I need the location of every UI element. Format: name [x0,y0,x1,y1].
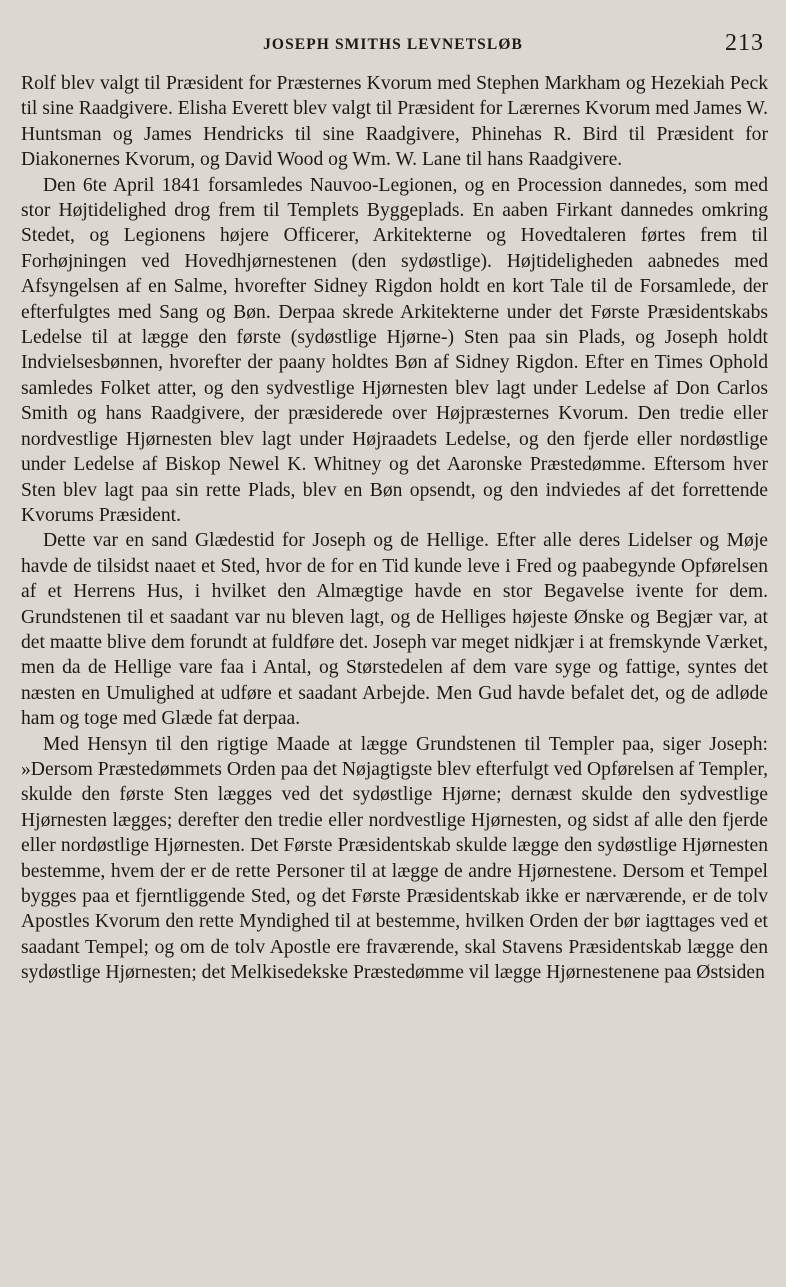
running-title: JOSEPH SMITHS LEVNETSLØB [263,36,523,53]
running-header [0,30,786,58]
paragraph: Den 6te April 1841 forsamledes Nauvoo-Legionen, og en Procession dannedes, som med stor Højtidelighed drog frem til Templets Byggeplads. En aaben Firkant dannedes omkring Stedet, og Legionens højere Officerer, Arkitekterne og Hovedtaleren førtes frem til Forhøjningen ved Hovedhjørnestenen (den sydøstlige). Højtideligheden aabnedes med Afsyngelsen af en Salme, hvorefter Sidney Rigdon holdt en kort Tale til de Forsamlede, der efterfulgtes med Sang og Bøn. Derpaa skrede Arkitekterne under det Første Præsidentskabs Ledelse til at lægge den første (sydøstlige Hjørne-) Sten paa sin Plads, og Joseph holdt Indvielsesbønnen, hvorefter der paany holdtes Bøn af Sidney Rigdon. Efter en Times Ophold samledes Folket atter, og den sydvestlige Hjørnesten blev lagt under Ledelse af Don Carlos Smith og hans Raadgivere, der præsiderede over Højpræsternes Kvorum. Den tredie eller nordvestlige Hjørnesten blev lagt under Højraadets Ledelse, og den fjerde eller nordøstlige under Ledelse af Biskop Newel K. Whitney og det Aaronske Præstedømme. Eftersom hver Sten blev lagt paa sin rette Plads, blev en Bøn opsendt, og den indviedes af det forrettende Kvorums Præsident. [21,174,768,526]
page-number: 213 [725,30,764,56]
body-text [21,71,768,986]
paragraph: Dette var en sand Glædestid for Joseph og de Hellige. Efter alle deres Lidelser og Møje havde de tilsidst naaet et Sted, hvor de for en Tid kunde leve i Fred og paabegynde Opførelsen af et Herrens Hus, i hvilket den Almægtige havde en stor Begavelse ivente for dem. Grundstenen til et saadant var nu bleven lagt, og de Helliges højeste Ønske og Begjær var, at det maatte blive dem forundt at fuldføre det. Joseph var meget nidkjær i at fremskynde Værket, men da de Hellige vare faa i Antal, og Størstedelen af dem vare syge og fattige, syntes det næsten en Umulighed at udføre et saadant Arbejde. Men Gud havde befalet det, og de adløde ham og toge med Glæde fat derpaa. [21,530,768,730]
paragraph: Rolf blev valgt til Præsident for Præsternes Kvorum med Stephen Markham og Hezekiah Peck til sine Raadgivere. Elisha Everett blev valgt til Præsident for Lærernes Kvorum med James W. Huntsman og James Hendricks til sine Raadgivere, Phinehas R. Bird til Præsident for Diakonernes Kvorum, og David Wood og Wm. W. Lane til hans Raadgivere. [21,73,768,171]
paragraph: Med Hensyn til den rigtige Maade at lægge Grundstenen til Templer paa, siger Joseph: »Dersom Præstedømmets Orden paa det Nøjagtigste blev efterfulgt ved Opførelsen af Templer, skulde den første Sten lægges ved det sydøstlige Hjørne; dernæst skulde den sydvestlige Hjørnesten lægges; derefter den tredie eller nordvestlige Hjørnesten, og sidst af alle den fjerde eller nordøstlige Hjørnesten. Det Første Præsidentskab skulde lægge den sydøstlige Hjørnesten bestemme, hvem der er de rette Personer til at lægge de andre Hjørnestene. Dersom et Tempel bygges paa et fjerntliggende Sted, og det Første Præsidentskab ikke er nærværende, er de tolv Apostles Kvorum den rette Myndighed til at bestemme, hvilken Orden der bør iagttages ved et saadant Tempel; og om de tolv Apostle ere fraværende, skal Stavens Præsidentskab lægge den sydøstlige Hjørnesten; det Melkisedekske Præstedømme vil lægge Hjørnestenene paa Østsiden [21,733,768,984]
